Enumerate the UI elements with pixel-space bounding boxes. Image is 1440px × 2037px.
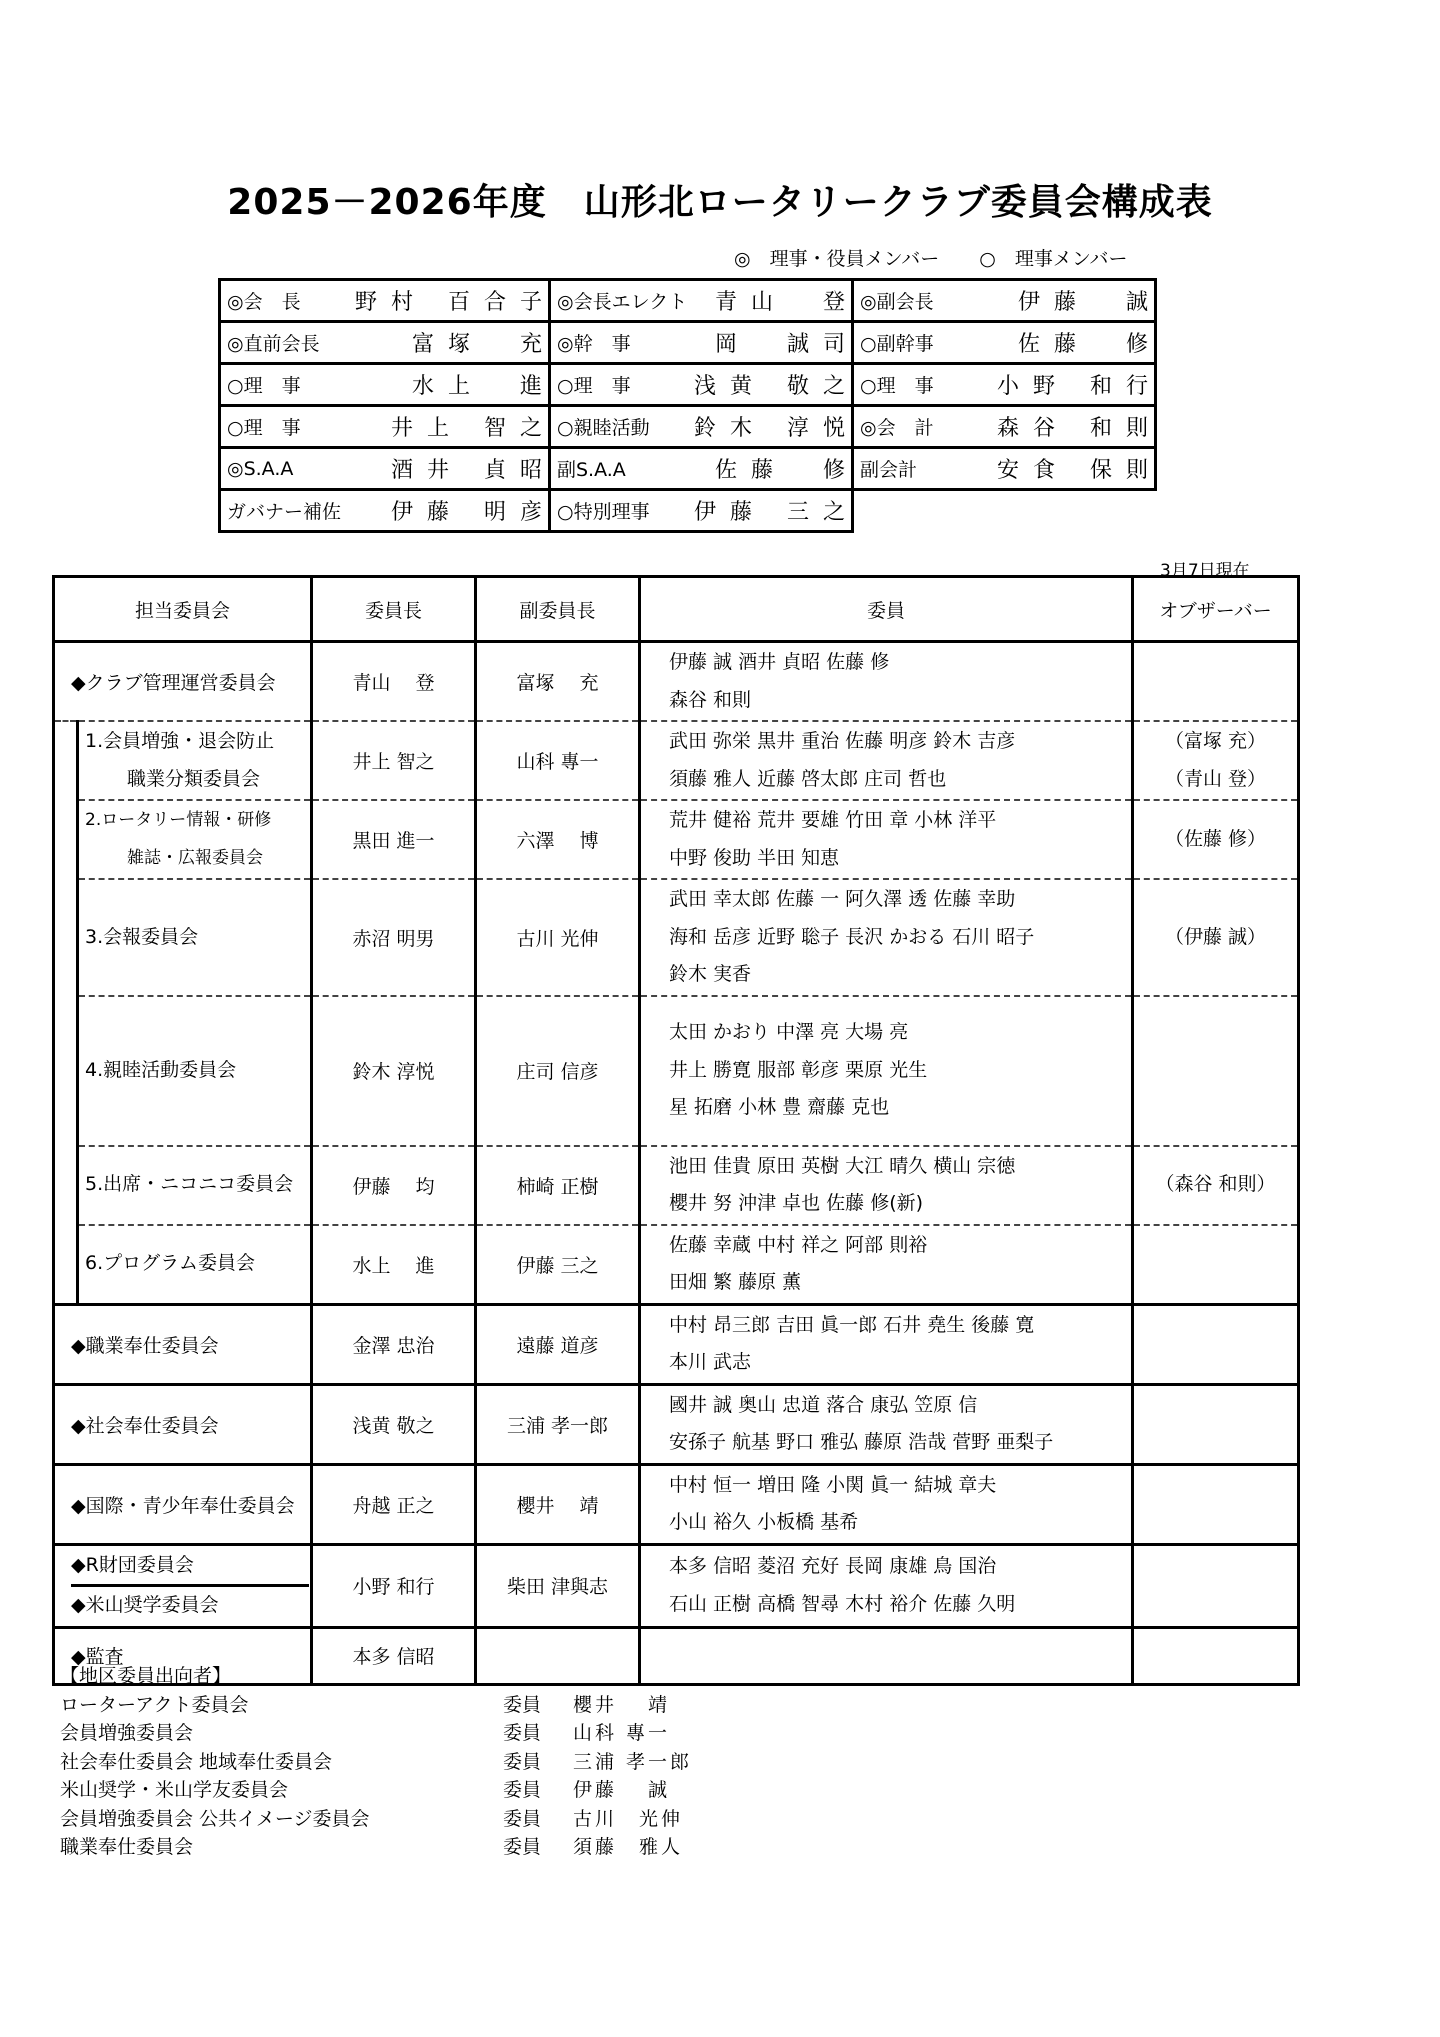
officer-entry	[860, 411, 1162, 442]
committee-name	[78, 879, 312, 996]
observer-cell	[1133, 1146, 1299, 1225]
officer-name: 小野 和行	[997, 374, 1162, 399]
district-heading: 【地区委員出向者】	[60, 1665, 232, 1687]
committee-name-text: 5.出席・ニコニコ委員会	[85, 1173, 294, 1196]
district-name: 山科 專一	[573, 1722, 671, 1744]
observer-cell	[1133, 1544, 1299, 1627]
observer-line: （佐藤 修）	[1164, 827, 1267, 850]
committee-name-line: 雑誌・広報委員会	[127, 847, 263, 868]
members-cell	[640, 800, 1133, 879]
officer-entry	[227, 369, 556, 400]
chair-cell: 舟越 正之	[312, 1464, 476, 1544]
committee-table	[52, 575, 1300, 1686]
indent-gutter	[54, 800, 78, 879]
committee-name	[54, 1384, 312, 1464]
officer-name: 鈴木 淳悦	[694, 416, 859, 441]
chair-cell: 水上 進	[312, 1225, 476, 1305]
officer-cell	[550, 448, 859, 490]
committee-name	[54, 1464, 312, 1544]
district-item	[60, 1833, 692, 1862]
officer-cell	[550, 364, 859, 406]
table-row	[54, 1225, 1299, 1305]
officer-row	[220, 322, 1156, 364]
officer-name: 伊藤 誠	[1017, 290, 1162, 315]
table-row	[54, 721, 1299, 800]
officer-cell	[220, 406, 556, 448]
officer-entry	[227, 327, 556, 358]
committee-name-line: 1.会員増強・退会防止	[85, 730, 275, 752]
committee-name-text: ◆国際・青少年奉仕委員会	[71, 1494, 295, 1517]
committee-name-text: ◆職業奉仕委員会	[71, 1334, 219, 1357]
member-line: 本川 武志	[669, 1351, 752, 1373]
vice-chair-cell: 六澤 博	[476, 800, 640, 879]
officer-role: ○特別理事	[557, 501, 650, 523]
committee-name-line: 職業分類委員会	[127, 767, 261, 790]
observer-line: （伊藤 誠）	[1164, 925, 1267, 948]
officer-row	[220, 364, 1156, 406]
officer-grid	[218, 278, 1162, 533]
committee-name	[54, 642, 312, 722]
officer-name: 佐藤 修	[714, 458, 859, 483]
officer-cell	[550, 322, 859, 364]
header-chair: 委員長	[312, 577, 476, 642]
officer-entry	[860, 453, 1162, 484]
indent-gutter	[54, 721, 78, 800]
officer-name: 佐藤 修	[1017, 332, 1162, 357]
observer-cell	[1133, 996, 1299, 1146]
table-row	[54, 1384, 1299, 1464]
table-row	[54, 1146, 1299, 1225]
member-line: 星 拓磨 小林 豊 齋藤 克也	[669, 1096, 890, 1119]
member-line: 佐藤 幸蔵 中村 祥之 阿部 則裕	[669, 1233, 928, 1256]
member-line: 中村 昂三郎 吉田 眞一郎 石井 堯生 後藤 寛	[669, 1313, 1035, 1336]
officer-role: ○理 事	[860, 375, 934, 397]
committee-name	[54, 1544, 312, 1627]
district-name: 伊藤 誠	[573, 1779, 671, 1801]
page-title: 2025－2026年度 山形北ロータリークラブ委員会構成表	[227, 182, 1213, 223]
officer-role: ○副幹事	[860, 333, 934, 355]
officer-name: 森谷 和則	[997, 416, 1162, 441]
officer-cell	[220, 448, 556, 490]
members-cell	[640, 1384, 1133, 1464]
header-vice-chair: 副委員長	[476, 577, 640, 642]
observer-cell	[1133, 1627, 1299, 1684]
committee-name	[78, 1225, 312, 1305]
vice-chair-cell: 伊藤 三之	[476, 1225, 640, 1305]
chair-cell: 青山 登	[312, 642, 476, 722]
officer-name: 富塚 充	[411, 332, 556, 357]
district-role: 委員	[503, 1807, 542, 1830]
officer-entry	[557, 327, 859, 358]
member-line: 武田 幸太郎 佐藤 一 阿久澤 透 佐藤 幸助	[669, 888, 1016, 910]
member-line: 須藤 雅人 近藤 啓太郎 庄司 哲也	[669, 767, 947, 790]
header-members: 委員	[640, 577, 1133, 642]
legend	[734, 244, 1162, 271]
member-line: 櫻井 努 沖津 卓也 佐藤 修(新)	[669, 1192, 924, 1214]
committee-name	[54, 1304, 312, 1384]
member-line: 荒井 健裕 荒井 要雄 竹田 章 小林 洋平	[669, 809, 997, 831]
officer-role: ○理 事	[557, 375, 631, 397]
observer-line: （富塚 充）	[1164, 730, 1267, 752]
officer-name: 水上 進	[411, 374, 556, 399]
member-line: 井上 勝寛 服部 彰彦 栗原 光生	[669, 1058, 928, 1081]
legend-single-circle: ○ 理事メンバー	[979, 248, 1128, 270]
officer-entry	[227, 453, 556, 484]
vice-chair-cell: 櫻井 靖	[476, 1464, 640, 1544]
committee-name	[78, 1146, 312, 1225]
member-line: 池田 佳貴 原田 英樹 大江 晴久 横山 宗徳	[669, 1154, 1016, 1177]
officer-role: ◎S.A.A	[227, 457, 294, 480]
officer-row	[220, 448, 1156, 490]
officer-entry	[860, 285, 1162, 316]
district-committee: 会員増強委員会	[60, 1722, 194, 1744]
committee-name-text: ◆クラブ管理運営委員会	[71, 672, 276, 694]
officer-role: ガバナー補佐	[227, 501, 342, 523]
committee-name-line: 2.ロータリー情報・研修	[85, 810, 272, 830]
officer-cell	[853, 280, 1162, 322]
member-line: 鈴木 実香	[669, 963, 752, 985]
members-cell	[640, 1225, 1133, 1305]
member-line: 中村 恒一 増田 隆 小関 眞一 結城 章夫	[669, 1473, 997, 1496]
district-item	[60, 1691, 692, 1720]
table-row	[54, 1544, 1299, 1627]
member-line: 伊藤 誠 酒井 貞昭 佐藤 修	[669, 651, 890, 673]
district-committee: 職業奉仕委員会	[60, 1836, 194, 1858]
district-name: 三浦 孝一郎	[573, 1750, 693, 1773]
indent-gutter	[54, 1225, 78, 1305]
officer-name: 伊藤 三之	[694, 500, 859, 525]
committee-name-line: ◆米山奨学委員会	[71, 1594, 219, 1616]
table-row	[54, 642, 1299, 722]
officer-role: 副会計	[860, 459, 918, 481]
district-role: 委員	[503, 1836, 542, 1858]
chair-cell: 黒田 進一	[312, 800, 476, 879]
vice-chair-cell: 三浦 孝一郎	[476, 1384, 640, 1464]
committee-name	[78, 721, 312, 800]
member-line: 田畑 繁 藤原 薫	[669, 1271, 802, 1293]
officer-cell	[220, 280, 556, 322]
officer-role: ◎会長エレクト	[557, 291, 688, 313]
committee-name	[78, 996, 312, 1146]
officer-role: ○理 事	[227, 375, 301, 397]
member-line: 森谷 和則	[669, 688, 752, 711]
committee-name-text: ◆社会奉仕委員会	[71, 1414, 219, 1437]
officer-role: ◎会 長	[227, 291, 301, 313]
officer-cell	[853, 322, 1162, 364]
officer-cell	[853, 490, 1156, 532]
officer-name: 岡 誠司	[714, 332, 859, 357]
indent-gutter	[54, 1146, 78, 1225]
as-of-date: 3月7日現在	[1160, 561, 1250, 581]
district-committee: 社会奉仕委員会 地域奉仕委員会	[60, 1750, 333, 1773]
district-item	[60, 1719, 692, 1748]
members-cell	[640, 1146, 1133, 1225]
committee-name-line: ◆R財団委員会	[71, 1547, 309, 1588]
table-row	[54, 1304, 1299, 1384]
officer-entry	[557, 369, 859, 400]
officer-role: ◎直前会長	[227, 333, 320, 355]
members-cell	[640, 1464, 1133, 1544]
district-committee: ローターアクト委員会	[60, 1693, 249, 1716]
district-role: 委員	[503, 1750, 542, 1773]
table-row	[54, 879, 1299, 996]
observer-cell	[1133, 1304, 1299, 1384]
officer-cell	[220, 322, 556, 364]
member-line: 本多 信昭 菱沼 充好 長岡 康雄 鳥 国治	[669, 1555, 997, 1577]
officer-entry	[227, 411, 556, 442]
district-section	[60, 1662, 692, 1862]
committee-name-text: 4.親睦活動委員会	[85, 1058, 237, 1081]
officer-name: 伊藤 明彦	[391, 500, 556, 525]
officer-cell	[220, 364, 556, 406]
district-committee: 米山奨学・米山学友委員会	[60, 1779, 289, 1801]
officer-role: ○親睦活動	[557, 417, 650, 439]
header-committee: 担当委員会	[54, 577, 312, 642]
district-role: 委員	[503, 1693, 542, 1716]
district-role: 委員	[503, 1722, 542, 1744]
members-cell	[640, 1627, 1133, 1684]
district-role: 委員	[503, 1779, 542, 1801]
officer-entry	[860, 327, 1162, 358]
vice-chair-cell: 遠藤 道彦	[476, 1304, 640, 1384]
officer-role: ◎会 計	[860, 417, 934, 439]
member-line: 安孫子 航基 野口 雅弘 藤原 浩哉 菅野 亜梨子	[669, 1431, 1054, 1453]
chair-cell: 井上 智之	[312, 721, 476, 800]
officer-entry	[557, 495, 859, 526]
district-name: 須藤 雅人	[573, 1836, 684, 1858]
officer-cell	[220, 490, 556, 532]
officer-row	[220, 406, 1156, 448]
chair-cell: 赤沼 明男	[312, 879, 476, 996]
officer-entry	[227, 285, 556, 316]
officer-row	[220, 280, 1156, 322]
vice-chair-cell: 柿崎 正樹	[476, 1146, 640, 1225]
members-cell	[640, 642, 1133, 722]
officer-entry	[557, 285, 859, 316]
header-observer: オブザーバー	[1133, 577, 1299, 642]
officer-entry	[557, 453, 859, 484]
officer-name: 青山 登	[714, 290, 859, 315]
member-line: 太田 かおり 中澤 亮 大場 亮	[669, 1021, 909, 1044]
officer-name: 浅黄 敬之	[694, 374, 859, 399]
observer-cell	[1133, 1384, 1299, 1464]
observer-cell	[1133, 800, 1299, 879]
officer-name: 野村 百合子	[355, 290, 556, 315]
vice-chair-cell: 古川 光伸	[476, 879, 640, 996]
vice-chair-cell: 富塚 充	[476, 642, 640, 722]
officer-role: ◎幹 事	[557, 333, 631, 355]
members-cell	[640, 721, 1133, 800]
district-item	[60, 1805, 692, 1834]
officer-cell	[550, 280, 859, 322]
chair-cell: 浅黄 敬之	[312, 1384, 476, 1464]
observer-line: （森谷 和則）	[1155, 1173, 1276, 1196]
committee-name-text: 6.プログラム委員会	[85, 1252, 255, 1275]
officer-name: 酒井 貞昭	[391, 458, 556, 483]
table-row	[54, 1464, 1299, 1544]
officer-role: ◎副会長	[860, 291, 934, 313]
officer-row	[220, 490, 1156, 532]
officer-entry	[557, 411, 859, 442]
officer-role: 副S.A.A	[557, 459, 626, 481]
indent-gutter	[54, 879, 78, 996]
committee-name-text: ◆監査	[71, 1646, 124, 1668]
officer-entry	[860, 369, 1162, 400]
officer-cell	[853, 364, 1162, 406]
vice-chair-cell: 山科 專一	[476, 721, 640, 800]
chair-cell: 金澤 忠治	[312, 1304, 476, 1384]
table-row	[54, 996, 1299, 1146]
chair-cell: 本多 信昭	[312, 1627, 476, 1684]
observer-cell	[1133, 721, 1299, 800]
committee-name-text: 3.会報委員会	[85, 925, 199, 948]
members-cell	[640, 996, 1133, 1146]
members-cell	[640, 1304, 1133, 1384]
members-cell	[640, 879, 1133, 996]
district-item	[60, 1776, 692, 1805]
vice-chair-cell: 庄司 信彦	[476, 996, 640, 1146]
officer-entry	[227, 495, 556, 526]
chair-cell: 伊藤 均	[312, 1146, 476, 1225]
district-name: 古川 光伸	[573, 1807, 684, 1830]
table-row	[54, 800, 1299, 879]
indent-gutter	[54, 996, 78, 1146]
observer-cell	[1133, 1225, 1299, 1305]
observer-line: （青山 登）	[1164, 767, 1267, 790]
officer-cell	[853, 406, 1162, 448]
committee-name	[78, 800, 312, 879]
member-line: 中野 俊助 半田 知恵	[669, 846, 840, 869]
legend-double-circle: ◎ 理事・役員メンバー	[734, 248, 940, 270]
member-line: 小山 裕久 小板橋 基希	[669, 1511, 859, 1533]
member-line: 國井 誠 奥山 忠道 落合 康弘 笠原 信	[669, 1393, 978, 1416]
member-line: 海和 岳彦 近野 聡子 長沢 かおる 石川 昭子	[669, 925, 1035, 948]
officer-cell	[853, 448, 1162, 490]
chair-cell: 小野 和行	[312, 1544, 476, 1627]
officer-cell	[550, 406, 859, 448]
district-name: 櫻井 靖	[573, 1693, 671, 1716]
district-item	[60, 1748, 692, 1777]
officer-cell	[550, 490, 859, 532]
officer-name: 安食 保則	[997, 458, 1162, 483]
vice-chair-cell: 柴田 津與志	[476, 1544, 640, 1627]
observer-cell	[1133, 879, 1299, 996]
member-line: 武田 弥栄 黒井 重治 佐藤 明彦 鈴木 吉彦	[669, 730, 1016, 752]
officer-role: ○理 事	[227, 417, 301, 439]
members-cell	[640, 1544, 1133, 1627]
member-line: 石山 正樹 高橋 智尋 木村 裕介 佐藤 久明	[669, 1592, 1016, 1615]
observer-cell	[1133, 642, 1299, 722]
officer-name: 井上 智之	[391, 416, 556, 441]
chair-cell: 鈴木 淳悦	[312, 996, 476, 1146]
district-committee: 会員増強委員会 公共イメージ委員会	[60, 1807, 370, 1830]
observer-cell	[1133, 1464, 1299, 1544]
